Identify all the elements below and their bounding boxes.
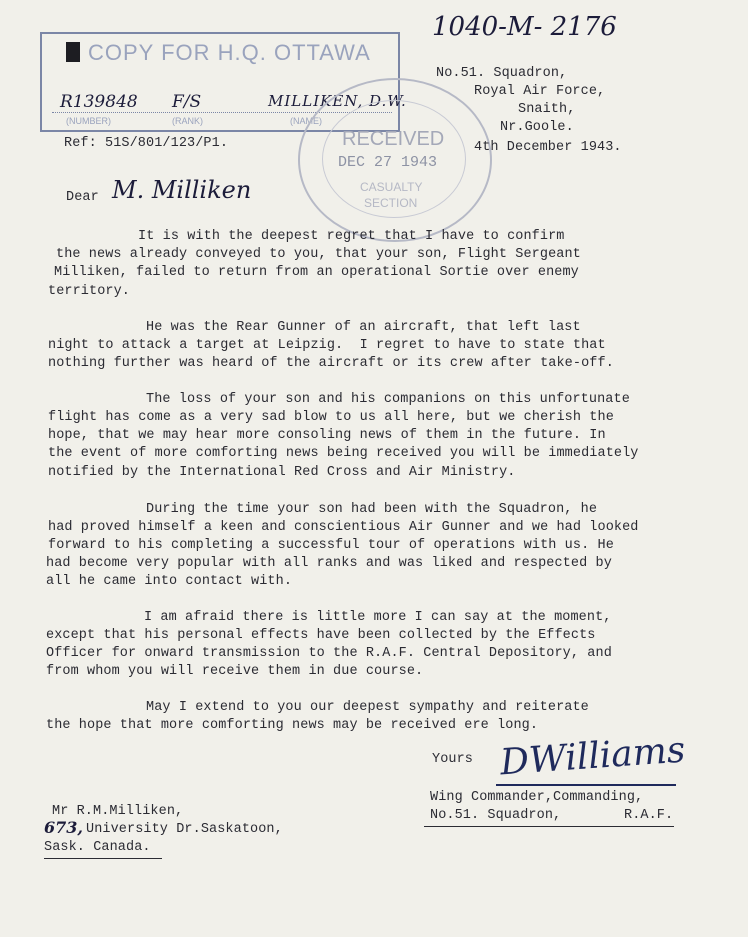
salutation-dear: Dear bbox=[66, 190, 99, 205]
stamp-ink-blot bbox=[66, 42, 80, 62]
sender-line-2: Royal Air Force, bbox=[474, 84, 606, 99]
body-line: Officer for onward transmission to the R.A.F. Central Depository, and bbox=[46, 646, 612, 661]
addressee-underline bbox=[44, 858, 162, 859]
body-line: nothing further was heard of the aircraft or its crew after take-off. bbox=[48, 356, 614, 371]
body-line: the news already conveyed to you, that your son, Flight Sergeant bbox=[56, 247, 581, 262]
hq-copy-stamp-title: COPY FOR H.Q. OTTAWA bbox=[88, 40, 371, 65]
closing-yours: Yours bbox=[432, 752, 474, 767]
body-line: the hope that more comforting news may be received ere long. bbox=[46, 718, 539, 733]
closing-underline bbox=[424, 826, 674, 827]
body-line: He was the Rear Gunner of an aircraft, that left last bbox=[64, 320, 581, 335]
body-line: the event of more comforting news being received you will be immediately bbox=[48, 446, 639, 461]
body-line: Milliken, failed to return from an operational Sortie over enemy bbox=[54, 265, 579, 280]
addressee-line-3: Sask. Canada. bbox=[44, 840, 151, 855]
stamp-rank: F/S bbox=[172, 92, 202, 112]
closing-title-2-squadron: No.51. Squadron, bbox=[430, 808, 562, 823]
addressee-house-number: 673, bbox=[44, 818, 83, 837]
received-stamp-word: RECEIVED bbox=[342, 128, 445, 150]
signature: DWilliams bbox=[498, 729, 687, 784]
stamp-name: MILLIKEN, D.W. bbox=[268, 92, 407, 110]
body-line: forward to his completing a successful tour of operations with us. He bbox=[48, 538, 614, 553]
reference: Ref: 51S/801/123/P1. bbox=[64, 136, 229, 151]
body-line: except that his personal effects have been collected by the Effects bbox=[46, 628, 596, 643]
sender-line-4: Nr.Goole. bbox=[500, 120, 574, 135]
body-line: had become very popular with all ranks and was liked and respected by bbox=[46, 556, 612, 571]
body-line: had proved himself a keen and conscientious Air Gunner and we had looked bbox=[48, 520, 639, 535]
body-line: hope, that we may hear more consoling news of them in the future. In bbox=[48, 428, 606, 443]
received-stamp-date: DEC 27 1943 bbox=[338, 154, 438, 171]
body-line: I am afraid there is little more I can say at the moment, bbox=[62, 610, 612, 625]
body-line: night to attack a target at Leipzig. I regret to have to state that bbox=[48, 338, 606, 353]
sender-line-3: Snaith, bbox=[518, 102, 576, 117]
addressee-line-1: Mr R.M.Milliken, bbox=[52, 804, 184, 819]
addressee-line-2: University Dr.Saskatoon, bbox=[86, 822, 283, 837]
received-stamp-section-1: CASUALTY bbox=[360, 180, 423, 194]
stamp-service-number: R139848 bbox=[60, 92, 138, 112]
stamp-label-rank: (RANK) bbox=[172, 116, 203, 126]
closing-title-1: Wing Commander,Commanding, bbox=[430, 790, 644, 805]
sender-line-1: No.51. Squadron, bbox=[436, 66, 568, 81]
signature-flourish bbox=[496, 784, 676, 786]
body-line: territory. bbox=[48, 284, 131, 299]
body-line: The loss of your son and his companions on this unfortunate bbox=[64, 392, 630, 407]
stamp-label-number: (NUMBER) bbox=[66, 116, 111, 126]
body-line: During the time your son had been with the Squadron, he bbox=[64, 502, 598, 517]
received-stamp-section-2: SECTION bbox=[364, 196, 418, 210]
body-line: flight has come as a very sad blow to us all here, but we cherish the bbox=[48, 410, 614, 425]
body-line: It is with the deepest regret that I have to confirm bbox=[56, 229, 565, 244]
body-line: notified by the International Red Cross and Air Ministry. bbox=[48, 465, 516, 480]
salutation-name: M. Milliken bbox=[112, 176, 252, 204]
letter-date: 4th December 1943. bbox=[474, 140, 622, 155]
closing-title-2-raf: R.A.F. bbox=[624, 808, 674, 823]
body-line: May I extend to you our deepest sympathy and reiterate bbox=[64, 700, 589, 715]
body-line: from whom you will receive them in due course. bbox=[46, 664, 424, 679]
stamp-label-name: (NAME) bbox=[290, 116, 322, 126]
body-line: all he came into contact with. bbox=[46, 574, 293, 589]
file-number: 1040-M- 2176 bbox=[432, 12, 617, 42]
